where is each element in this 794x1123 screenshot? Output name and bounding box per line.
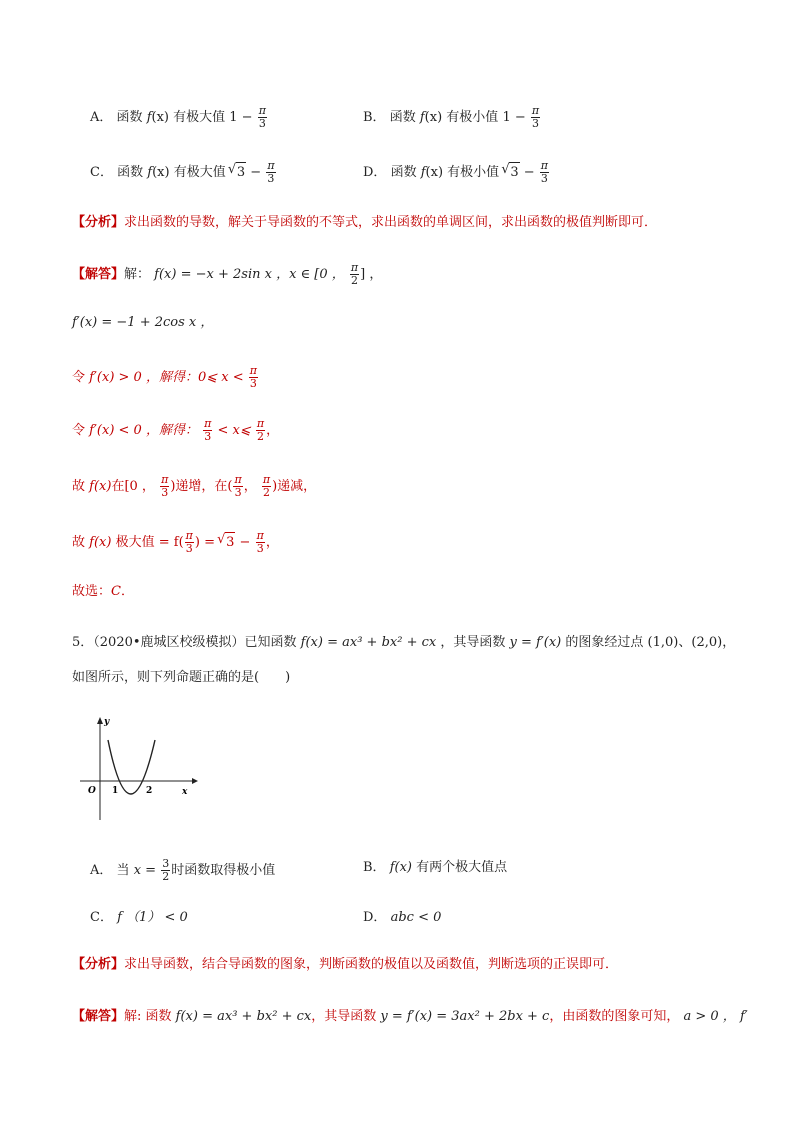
option-a [90, 105, 268, 130]
fraction-num: π [234, 473, 242, 486]
analysis-2 [72, 955, 734, 975]
q5-option-a [90, 858, 275, 883]
answer-tag: 【解答】 [72, 267, 125, 282]
math-text: ， [243, 479, 257, 494]
fraction-den: 2 [262, 486, 270, 499]
math-f: f [419, 110, 425, 125]
answer-1-max-value [72, 530, 734, 555]
math-x: (x) [152, 165, 170, 180]
fraction-num: π [204, 417, 212, 430]
answer-1-derivative [72, 313, 734, 333]
option-text: 有极大值 [173, 165, 226, 180]
option-d [363, 160, 550, 185]
option-text: 函数 [117, 165, 144, 180]
fraction [161, 858, 170, 883]
sqrt-value: √ 3 [236, 162, 246, 183]
analysis-text: 求出函数的导数，解关于导函数的不等式，求出函数的单调区间，求出函数的极值判断即可． [124, 215, 658, 230]
select-label: 故选： [72, 584, 112, 599]
option-text: abc < 0 [390, 910, 442, 925]
y-axis-label: y [104, 717, 110, 727]
answer-1-line-1 [72, 262, 734, 287]
point-1: (1,0) [647, 635, 679, 650]
fraction-den: 3 [185, 542, 193, 555]
answer-tag: 【解答】 [72, 1009, 125, 1024]
fraction [256, 418, 265, 443]
option-c [90, 160, 277, 185]
fraction-num: π [262, 473, 271, 486]
sqrt-value: √ 3 [509, 162, 519, 183]
step-prefix: 令 [72, 370, 86, 385]
option-text: 时函数取得极小值 [171, 863, 276, 878]
math-fx: f(x) [89, 479, 112, 494]
question-text: 如图所示，则下列命题正确的是( ) [72, 670, 291, 685]
option-text: 有极小值 [446, 110, 499, 125]
derivative-graph [80, 712, 200, 822]
option-text: 有两个极大值点 [416, 860, 508, 875]
option-text: f （1） < 0 [117, 910, 188, 925]
fraction-den: 3 [540, 172, 548, 185]
fraction [233, 474, 242, 499]
option-letter: B． [363, 860, 386, 875]
tick-label-2: 2 [146, 786, 153, 796]
answer-1-monotonicity [72, 474, 734, 499]
option-text: 有极大值 [173, 110, 226, 125]
option-text: 函数 [390, 165, 417, 180]
answer-text: 解: 函数 [124, 1009, 172, 1024]
answer-1-select [72, 582, 734, 602]
question-text: 的图象经过点 [565, 635, 644, 650]
math-fprime: f′ [739, 1009, 748, 1024]
q5-option-d [363, 908, 441, 928]
fraction-den: 3 [234, 486, 242, 499]
q5-option-c [90, 908, 188, 928]
option-text: 有极小值 [447, 165, 500, 180]
option-text: 当 [116, 863, 130, 878]
math-x: x = [133, 863, 157, 878]
answer-1-decrease-condition [72, 418, 734, 443]
math-condition: f′(x) > 0 ，解得：0⩽ x < [89, 370, 244, 385]
fraction [540, 160, 549, 185]
fraction-num: π [256, 529, 264, 542]
math-text: ， [266, 423, 280, 438]
fraction-den: 3 [267, 172, 275, 185]
fraction-num: π [256, 417, 265, 430]
option-text: 函数 [116, 110, 143, 125]
step-prefix: 故 [72, 535, 86, 550]
option-letter: A． [90, 863, 113, 878]
separator: 、 [678, 635, 692, 650]
fraction-den: 3 [256, 542, 264, 555]
fraction-den: 3 [249, 377, 257, 390]
answer-2-line-1 [72, 1007, 748, 1027]
math-text: ) = [194, 535, 215, 550]
math-equation: f(x) = −x + 2sin x ，x ∈ [0 ， [154, 267, 345, 282]
math-derivative: y = f′(x) [509, 635, 562, 650]
fraction [249, 365, 258, 390]
analysis-tag: 【分析】 [72, 215, 125, 230]
x-axis-arrow [192, 778, 198, 784]
fraction-num: π [249, 364, 257, 377]
fraction-den: 2 [256, 430, 264, 443]
math-function: f(x) = ax³ + bx² + cx [300, 635, 437, 650]
step-prefix: 故 [72, 479, 86, 494]
option-letter: C． [90, 910, 113, 925]
math-minus: − [523, 165, 535, 180]
q5-option-b [363, 858, 507, 878]
math-minus: − [239, 535, 251, 550]
fraction [203, 418, 212, 443]
x-axis-label: x [182, 787, 188, 797]
option-letter: D． [363, 910, 387, 925]
y-axis-arrow [97, 717, 103, 724]
sqrt-value: √ 3 [225, 532, 235, 553]
option-letter: D． [363, 165, 387, 180]
fraction [258, 105, 267, 130]
math-text: 极大值 = f( [115, 535, 184, 550]
math-fx: f(x) [389, 860, 412, 875]
fraction-num: π [540, 159, 549, 172]
answer-text: ，其导函数 [311, 1009, 377, 1024]
analysis-tag: 【分析】 [72, 957, 125, 972]
point-2: (2,0) [691, 635, 723, 650]
fraction [185, 530, 194, 555]
option-letter: B． [363, 110, 386, 125]
math-text: < x⩽ [217, 423, 251, 438]
question-text: ， [722, 635, 736, 650]
answer-1-increase-condition [72, 365, 734, 390]
option-letter: A． [90, 110, 113, 125]
fraction-num: π [350, 261, 359, 274]
origin-label: O [88, 786, 96, 796]
fraction-num: π [185, 529, 193, 542]
math-text: ， [265, 535, 279, 550]
fraction [160, 474, 169, 499]
select-value: C [111, 584, 121, 599]
analysis-1 [72, 213, 734, 233]
math-function: f(x) = ax³ + bx² + cx [175, 1009, 312, 1024]
math-fx: f(x) [89, 535, 112, 550]
fraction [256, 530, 265, 555]
math-minus: − [250, 165, 262, 180]
question-text: ，其导函数 [440, 635, 506, 650]
fraction-den: 3 [258, 117, 266, 130]
option-letter: C． [90, 165, 113, 180]
math-condition: f′(x) < 0 ，解得： [89, 423, 198, 438]
math-text: )递减， [272, 479, 317, 494]
fraction [266, 160, 275, 185]
question-text: 5．（2020•鹿城区校级模拟）已知函数 [72, 635, 297, 650]
question-5-line-1 [72, 633, 734, 653]
math-f: f [420, 165, 426, 180]
math-x: (x) [425, 165, 444, 180]
option-b [363, 105, 541, 130]
math-value: 1 − [502, 110, 526, 125]
fraction [350, 262, 359, 287]
question-5-line-2 [72, 668, 734, 688]
fraction-den: 2 [351, 274, 359, 287]
math-f: f [146, 110, 152, 125]
fraction-num: π [161, 473, 169, 486]
fraction-num: 3 [162, 857, 170, 870]
fraction [262, 474, 271, 499]
answer-intro: 解： [124, 267, 151, 282]
fraction-den: 2 [162, 870, 170, 883]
fraction-num: π [258, 104, 266, 117]
select-end: ． [120, 584, 134, 599]
math-derivative: y = f′(x) = 3ax² + 2bx + c [380, 1009, 550, 1024]
fraction-den: 3 [161, 486, 169, 499]
step-prefix: 令 [72, 423, 86, 438]
fraction-num: π [267, 159, 275, 172]
math-x: (x) [151, 110, 169, 125]
answer-text: ，由函数的图象可知， [549, 1009, 680, 1024]
fraction [531, 105, 540, 130]
math-text: 在[0 ， [111, 479, 155, 494]
fraction-den: 3 [204, 430, 212, 443]
fraction-num: π [531, 104, 540, 117]
math-value: 1 − [229, 110, 253, 125]
math-condition: a > 0 ， [683, 1009, 736, 1024]
tick-label-1: 1 [112, 786, 119, 796]
math-text: ] ， [360, 267, 383, 282]
math-f: f [147, 165, 153, 180]
math-text: )递增，在( [170, 479, 233, 494]
fraction-den: 3 [532, 117, 539, 130]
analysis-text: 求出导函数，结合导函数的图象，判断函数的极值以及函数值，判断选项的正误即可． [124, 957, 619, 972]
math-x: (x) [424, 110, 443, 125]
math-equation: f′(x) = −1 + 2cos x ， [72, 315, 214, 330]
option-text: 函数 [389, 110, 416, 125]
